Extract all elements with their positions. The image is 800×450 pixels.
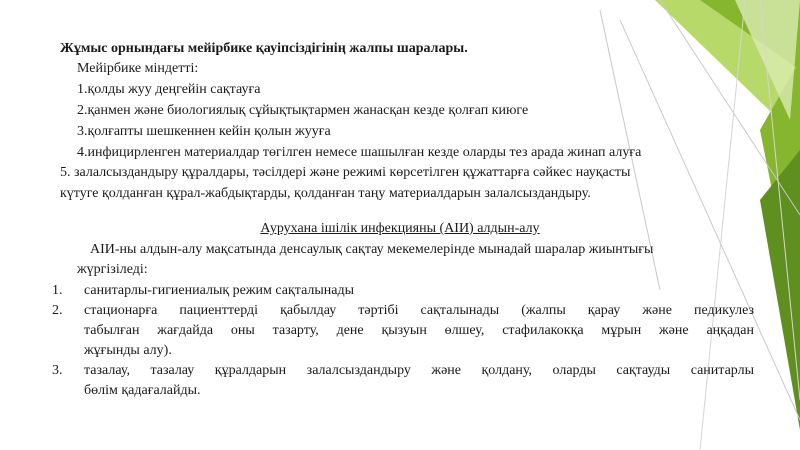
list-item-number: 1. [52,283,63,298]
section1-title: Жұмыс орнындағы мейірбике қауіпсіздігінің жалпы шаралары. [60,41,468,56]
list-item-text: жұғынды алу). [84,343,172,358]
section1-subtitle: Мейірбике міндетті: [77,61,199,76]
list-item-text: бөлім қадағалайды. [84,383,201,398]
section1-item-2: 2.қанмен және биологиялық сұйықтықтармен жанасқан кезде қолғап киюге [77,103,529,118]
section2-title: Аурухана ішілік инфекцияны (АІИ) алдын-алу [260,221,540,236]
section1-item-1: 1.қолды жуу деңгейін сақтауға [77,82,261,97]
section2-intro-line1: АІИ-ны алдын-алу мақсатында денсаулық сақтау мекемелерінде мынадай шаралар жиынтығы [90,242,654,257]
section1-item-4: 4.инфицирленген материалдар төгілген немесе шашылған кезде оларды тез арада жинап алуға [77,145,642,160]
section1-item-3: 3.қолғапты шешкеннен кейін қолын жууға [77,124,331,139]
section1-item-5-line1: 5. залалсыздандыру құралдары, тәсілдері және режимі көрсетілген құжаттарға сәйкес науқасты [60,165,631,180]
list-item-text: табылған жағдайда оны тазарту, дене қызуын өлшеу, стафилакокқа мұрын және аңқадан [84,323,754,338]
list-item-text: санитарлы-гигиениалық режим сақталынады [84,283,355,298]
list-item-number: 3. [52,363,63,378]
list-item-text: тазалау, тазалау құралдарын залалсыздандыру және қолдану, оларды сақтауды санитарлы [84,363,754,378]
section1-item-5-line2: күтуге қолданған құрал-жабдықтарды, қолданған таңу материалдарын залалсыздандыру. [60,186,591,201]
section2-intro-line2: жүргізіледі: [77,262,148,277]
list-item-text: стационарға пациенттерді қабылдау тәртібі сақталынады (жалпы қарау және педикулез [84,303,754,318]
list-item-number: 2. [52,303,63,318]
